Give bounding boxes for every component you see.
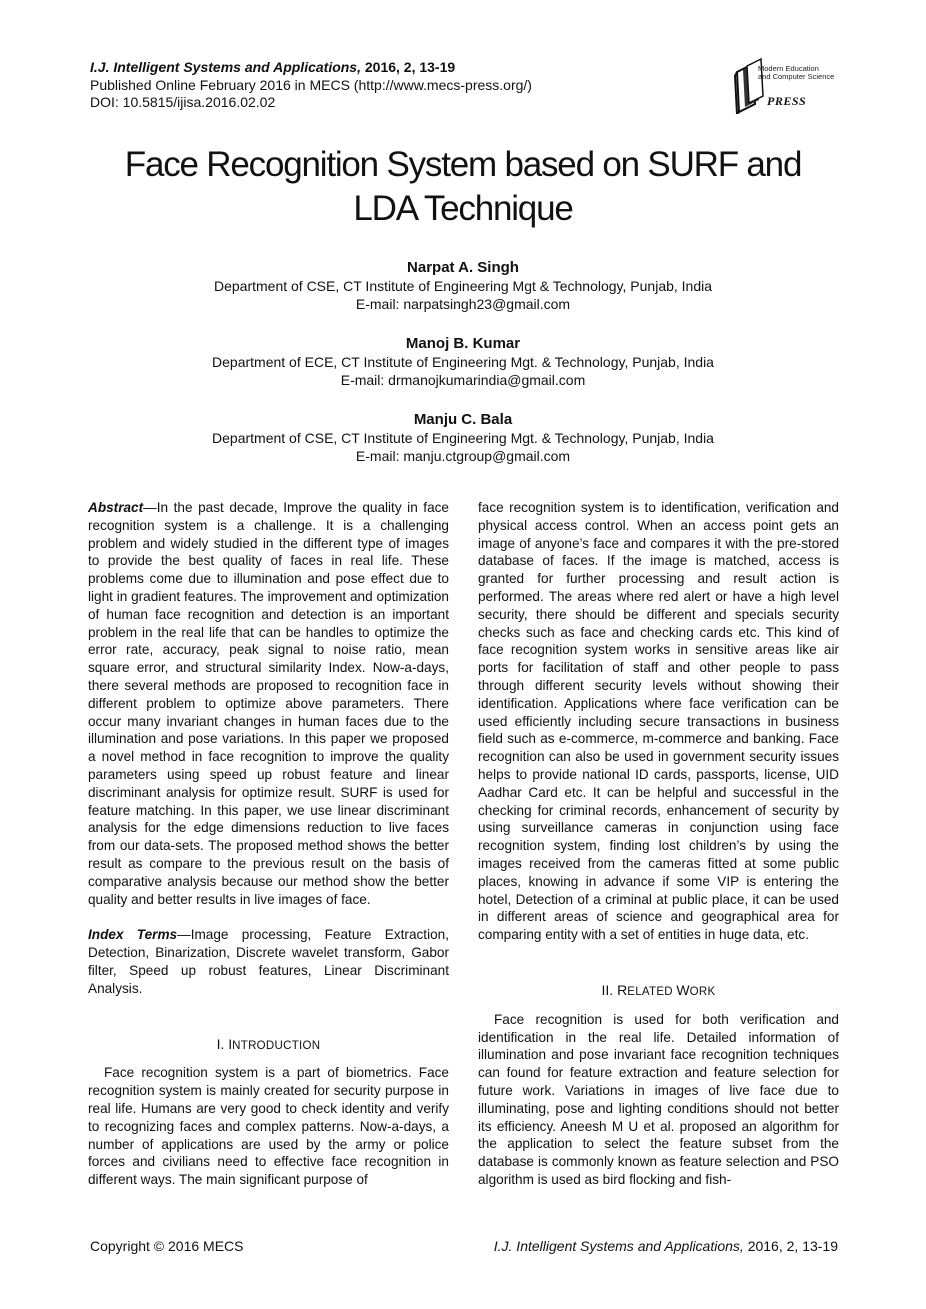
continued-paragraph: face recognition system is to identification, verification and physical access control. When an access point gets an image of anyone’s face and compares it with the pre-stored database of faces. If the image is matched, access is granted for further processing and result action is performed. The areas where red alert or have a high level security, there should be different and specials security checks such as face and checking cards etc. This kind of face recognition system works in sensitive areas like air ports for facilitation of staff and other people to pass through different security levels without showing their identification. Applications where face verification can be used efficiently including secure transactions in business field such as e-commerce, m-commerce and banking. Face recognition can also be used in government security issues helps to provide national ID cards, passports, license, UID Aadhar Card etc. It can be helpful and successful in the checking for criminal records, enhancement of security by using surveillance cameras in conjunction using face recognition system, finding lost children’s by using the images received from the cameras fitted at some public places, knowing in advance if some VIP is entering the hotel, Detection of a criminal at public place, it can be used in different areas of science and geographical area for comparing entity with a set of entities in huge data, etc.	[478, 500, 839, 943]
logo-line1: Modern Education	[758, 64, 819, 73]
footer-issue: 2016, 2, 13-19	[743, 1238, 838, 1254]
author-email: E-mail: manju.ctgroup@gmail.com	[355, 448, 571, 464]
doi-line: DOI: 10.5815/ijisa.2016.02.02	[90, 94, 276, 110]
index-terms	[88, 926, 449, 997]
logo-line2: and Computer Science	[758, 72, 835, 81]
journal-name: I.J. Intelligent Systems and Applications,	[90, 59, 361, 75]
author-affiliation: Department of CSE, CT Institute of Engineering Mgt. & Technology, Punjab, India	[212, 430, 714, 446]
footer-journal	[494, 1238, 838, 1254]
title-line1: Face Recognition System based on SURF and	[124, 145, 802, 184]
author-1	[60, 258, 866, 313]
footer-copyright: Copyright © 2016 MECS	[90, 1238, 244, 1254]
section-number: I.	[216, 1035, 229, 1052]
introduction-text: Face recognition system is a part of biometrics. Face recognition system is mainly created for security purpose in real life. Humans are very good to check identity and verify to recognizing faces and complex patterns. Now-a-days, a number of applications are used by the army or police forces and civilians need to effective face recognition in different ways. The main significant purpose of	[88, 1065, 449, 1188]
abstract	[88, 499, 449, 908]
index-terms-label: Index Terms	[88, 927, 178, 943]
journal-header	[90, 59, 532, 112]
paper-title	[60, 143, 866, 231]
author-block	[60, 258, 866, 486]
section-heading-introduction	[88, 1036, 449, 1056]
right-column	[478, 499, 839, 1189]
author-2	[60, 334, 866, 389]
section-cap: I	[228, 1035, 233, 1052]
logo-brand: PRESS	[767, 94, 807, 108]
title-line2: LDA Technique	[353, 189, 573, 228]
journal-issue: 2016, 2, 13-19	[360, 59, 456, 75]
abstract-label: Abstract	[88, 500, 144, 515]
author-name: Manoj B. Kumar	[405, 335, 521, 352]
author-affiliation: Department of ECE, CT Institute of Engineering Mgt. & Technology, Punjab, India	[212, 354, 714, 370]
index-terms-text: —Image processing, Feature Extraction, Detection, Binarization, Discrete wavelet transform, Gabor filter, Speed up robust features, Linear Discriminant Analysis.	[88, 927, 449, 996]
section-cap: R	[617, 981, 628, 998]
footer-journal-name: I.J. Intelligent Systems and Applications,	[493, 1238, 744, 1254]
section-smallcaps: NTRODUCTION	[232, 1039, 321, 1052]
author-name: Narpat A. Singh	[407, 259, 519, 276]
section-smallcaps: ELATED	[627, 985, 677, 998]
abstract-text: —In the past decade, Improve the quality in face recognition system is a challenge. It is a challenging problem and widely studied in the different type of images to provide the best quality of faces in real life. These problems come due to illumination and pose effect due to light in gradient features. The improvement and optimization of human face recognition and detection is an important problem in the real life that can be handles to optimize the error rate, accuracy, peak signal to noise ratio, mean square error, and structural similarity Index. Now-a-days, there several methods are proposed to recognition face in different problem to optimize above parameters. There occur many invariant changes in human faces due to the illumination and pose variations. In this paper we proposed a novel method in face recognition to improve the quality parameters using speed up robust feature and linear discriminant analysis for optimize result. SURF is used for feature matching. In this paper, we use linear discriminant analysis for the edge dimensions reduction to live faces from our data-sets. The proposed method shows the better result as compare to the previous result on the basis of comparative analysis because our method show the better quality and better results in live images of face.	[88, 500, 449, 907]
published-line: Published Online February 2016 in MECS (http://www.mecs-press.org/)	[90, 76, 532, 93]
section-number: II.	[601, 981, 618, 998]
related-work-text: Face recognition is used for both verification and identification in the real life. Detailed information of illumination and pose invariant face recognition techniques can found for feature extraction and feature selection for future work. Variations in images of live face due to illuminating, pose and lighting conditions should not better its efficiency. Aneesh M U et al. proposed an algorithm for the application to select the feature subset from the database is commonly known as feature selection and PSO algorithm is used as bird flocking and fish-	[478, 1011, 839, 1187]
section-cap: W	[676, 981, 690, 998]
author-3	[60, 410, 866, 465]
section-heading-related-work	[478, 982, 839, 1002]
mecs-press-logo	[733, 56, 843, 114]
section-smallcaps: ORK	[689, 985, 716, 998]
left-column	[88, 499, 449, 1189]
author-affiliation: Department of CSE, CT Institute of Engineering Mgt & Technology, Punjab, India	[213, 278, 713, 294]
author-email: E-mail: narpatsingh23@gmail.com	[355, 296, 571, 312]
journal-citation	[90, 59, 532, 77]
author-name: Manju C. Bala	[413, 411, 513, 428]
author-email: E-mail: drmanojkumarindia@gmail.com	[340, 372, 586, 388]
